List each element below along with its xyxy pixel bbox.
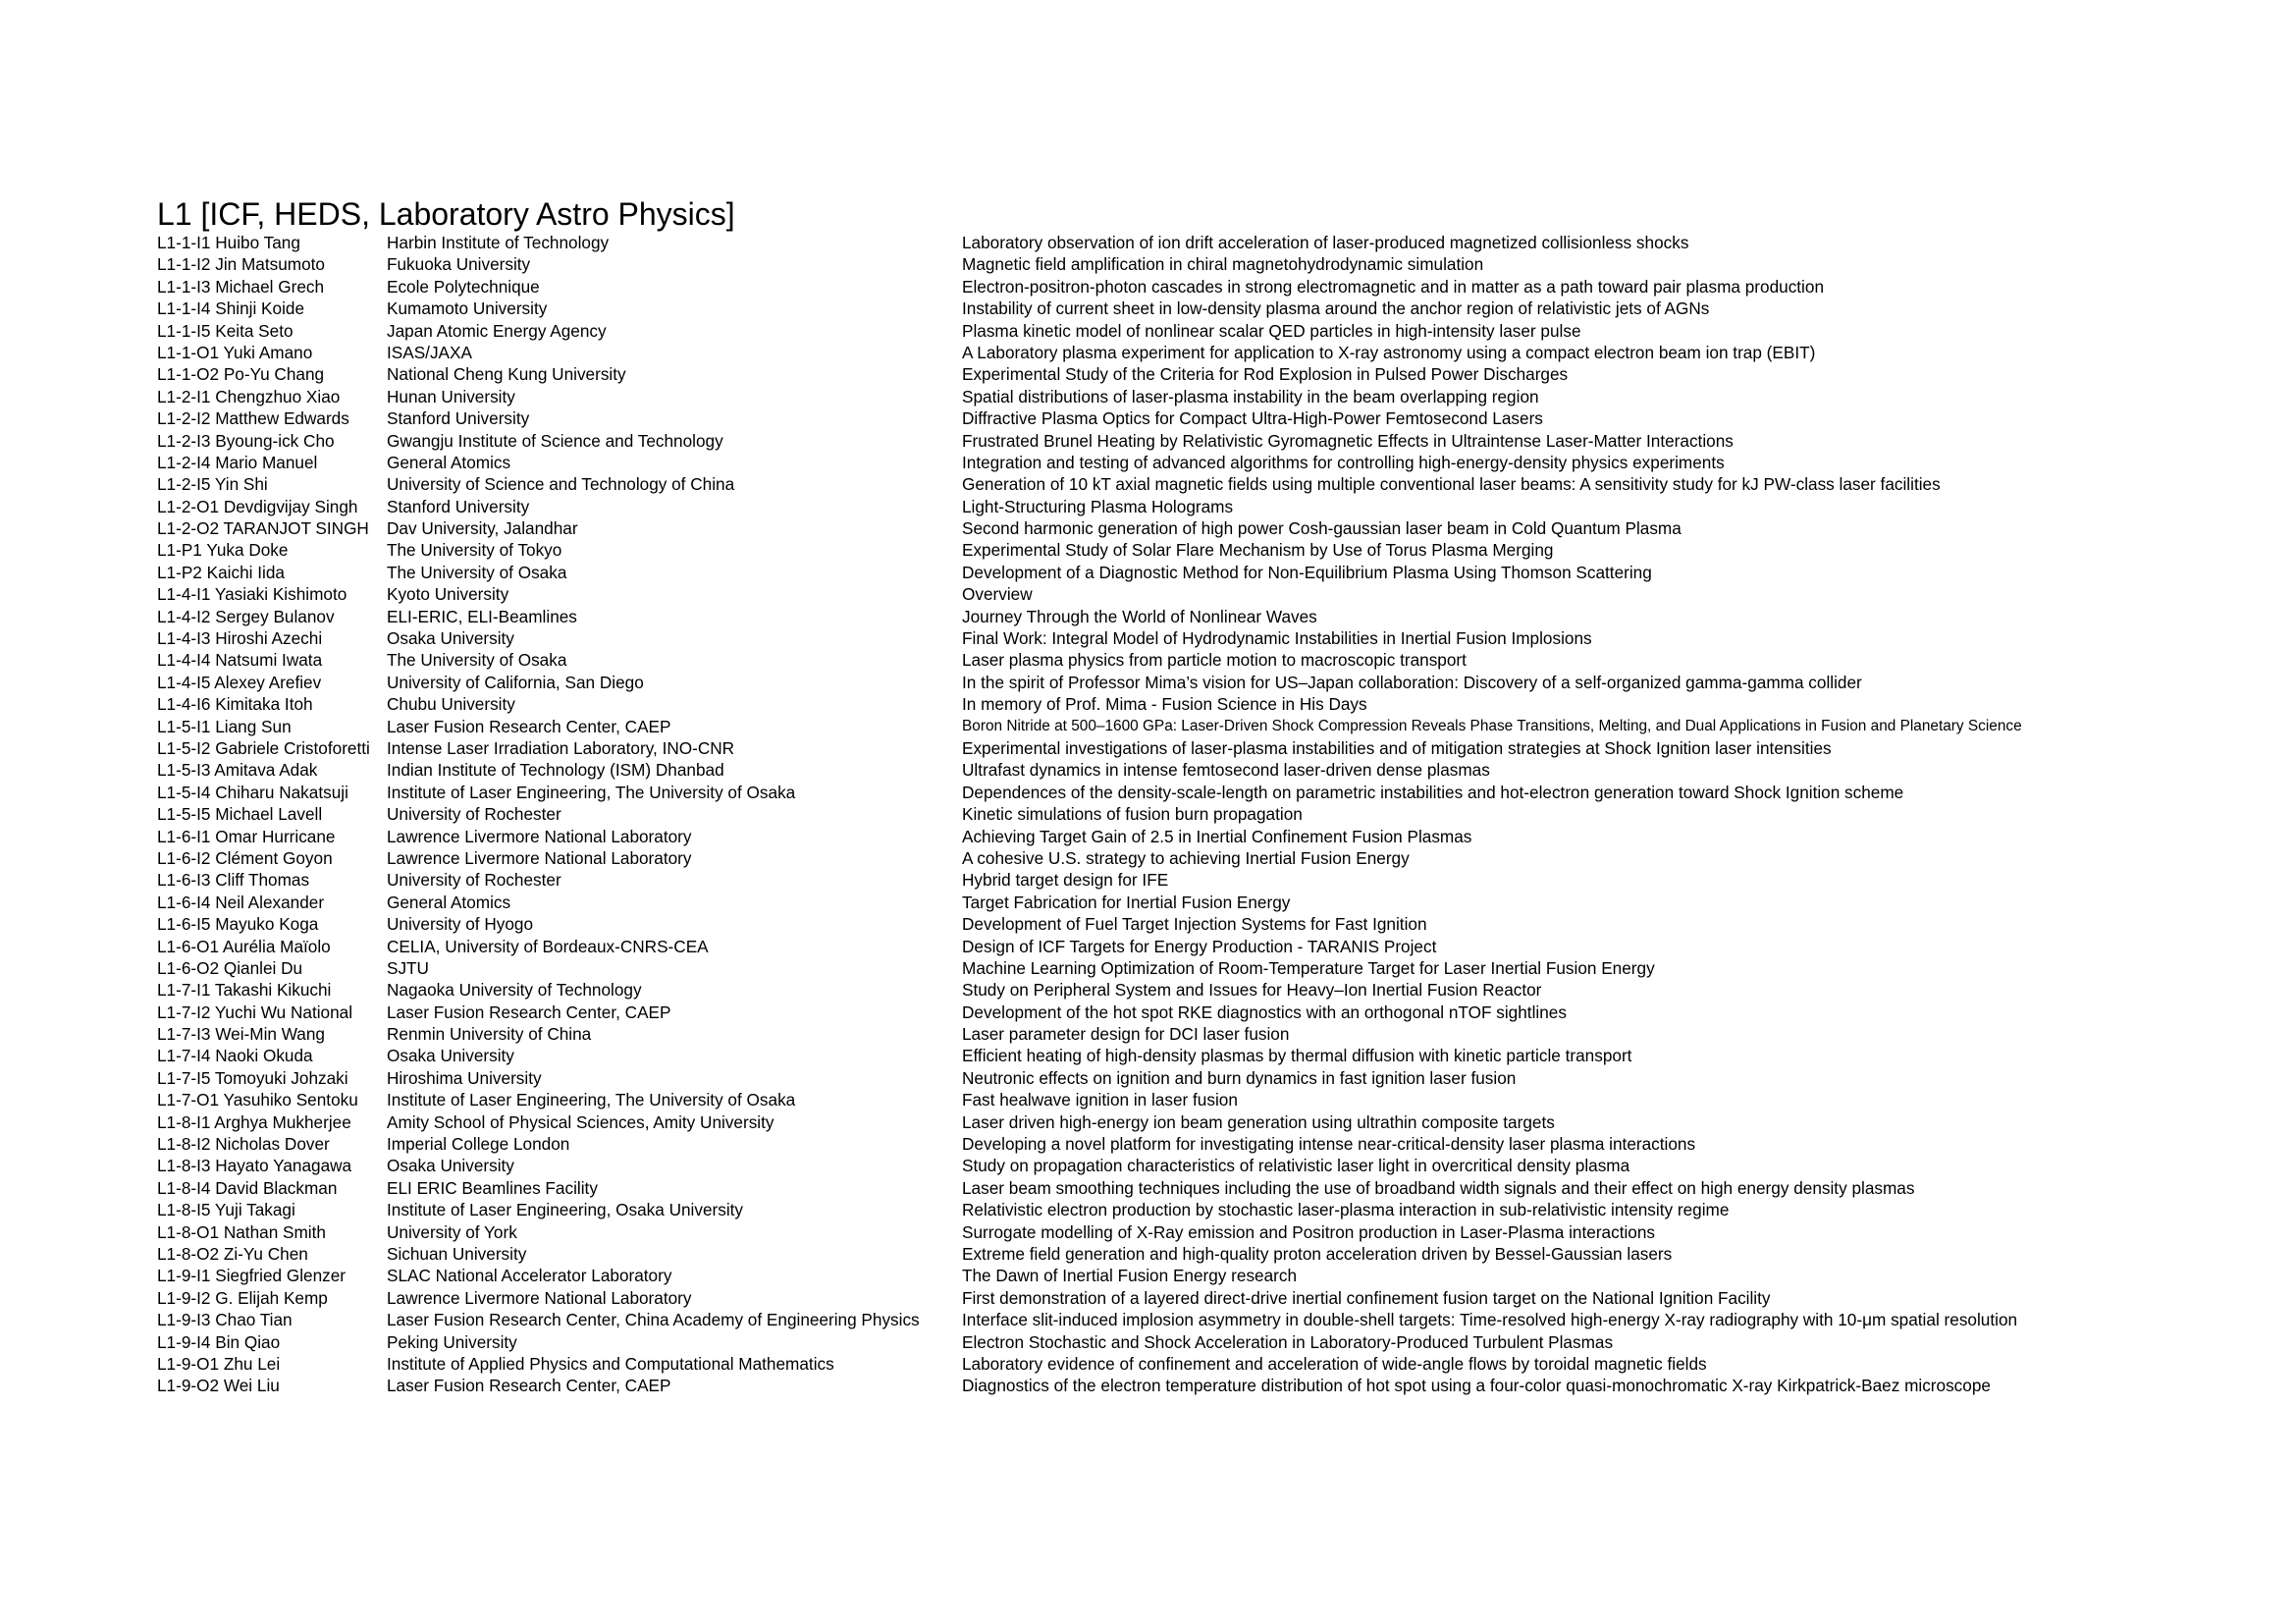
- talk-title: Machine Learning Optimization of Room-Temperature Target for Laser Inertial Fusion Energy: [962, 957, 1655, 978]
- talk-title: Dependences of the density-scale-length on parametric instabilities and hot-electron generation toward Shock Ignition scheme: [962, 782, 1904, 802]
- program-row: [157, 627, 2268, 649]
- speaker: L1-9-I2 G. Elijah Kemp: [157, 1287, 328, 1308]
- speaker: L1-4-I5 Alexey Arefiev: [157, 672, 322, 692]
- speaker: L1-1-I5 Keita Seto: [157, 320, 294, 341]
- talk-title: Diagnostics of the electron temperature distribution of hot spot using a four-color quasi-monochromatic X-ray Kirkpatrick-Baez microscope: [962, 1376, 1991, 1396]
- talk-title: Diffractive Plasma Optics for Compact Ultra-High-Power Femtosecond Lasers: [962, 408, 1543, 429]
- talk-title: Fast healwave ignition in laser fusion: [962, 1090, 1238, 1110]
- affiliation: Hiroshima University: [387, 1067, 542, 1088]
- talk-title: In the spirit of Professor Mima’s vision for US–Japan collaboration: Discovery of a self-organized gamma-gamma collider: [962, 672, 1862, 692]
- affiliation: Institute of Laser Engineering, Osaka University: [387, 1200, 744, 1220]
- talk-title: Overview: [962, 584, 1033, 605]
- program-row: [157, 1287, 2268, 1309]
- speaker: L1-9-I3 Chao Tian: [157, 1310, 293, 1330]
- program-row: [157, 1199, 2268, 1220]
- affiliation: Gwangju Institute of Science and Technology: [387, 430, 723, 451]
- affiliation: Laser Fusion Research Center, China Academy of Engineering Physics: [387, 1310, 920, 1330]
- talk-title: Plasma kinetic model of nonlinear scalar QED particles in high-intensity laser pulse: [962, 320, 1581, 341]
- talk-title: Efficient heating of high-density plasmas by thermal diffusion with kinetic particle transport: [962, 1046, 1632, 1066]
- program-page: [157, 196, 2268, 1397]
- speaker: L1-7-I1 Takashi Kikuchi: [157, 980, 332, 1001]
- program-row: [157, 1133, 2268, 1155]
- speaker: L1-6-I1 Omar Hurricane: [157, 826, 336, 846]
- program-row: [157, 253, 2268, 275]
- program-row: [157, 1023, 2268, 1045]
- affiliation: ELI ERIC Beamlines Facility: [387, 1177, 598, 1198]
- program-row: [157, 342, 2268, 363]
- affiliation: General Atomics: [387, 892, 511, 912]
- speaker: L1-4-I4 Natsumi Iwata: [157, 650, 323, 671]
- talk-title: Hybrid target design for IFE: [962, 870, 1169, 891]
- program-row: [157, 759, 2268, 781]
- speaker: L1-P2 Kaichi Iida: [157, 562, 285, 582]
- speaker: L1-9-I1 Siegfried Glenzer: [157, 1266, 347, 1286]
- speaker: L1-7-I5 Tomoyuki Johzaki: [157, 1067, 348, 1088]
- talk-title: Development of a Diagnostic Method for Non-Equilibrium Plasma Using Thomson Scattering: [962, 562, 1652, 582]
- talk-title: Laboratory observation of ion drift acceleration of laser-produced magnetized collisionless shocks: [962, 233, 1689, 252]
- speaker: L1-5-I1 Liang Sun: [157, 716, 292, 736]
- affiliation: Lawrence Livermore National Laboratory: [387, 826, 692, 846]
- program-row: [157, 1089, 2268, 1110]
- affiliation: Harbin Institute of Technology: [387, 233, 610, 252]
- section-title: L1 [ICF, HEDS, Laboratory Astro Physics]: [157, 196, 735, 232]
- affiliation: University of Hyogo: [387, 914, 534, 935]
- speaker: L1-2-I2 Matthew Edwards: [157, 408, 349, 429]
- program-row: [157, 1265, 2268, 1286]
- program-row: [157, 913, 2268, 935]
- speaker: L1-7-I4 Naoki Okuda: [157, 1046, 313, 1066]
- affiliation: CELIA, University of Bordeaux-CNRS-CEA: [387, 936, 709, 956]
- talk-title: Surrogate modelling of X-Ray emission and Positron production in Laser-Plasma interactions: [962, 1221, 1655, 1242]
- affiliation: Osaka University: [387, 1046, 514, 1066]
- affiliation: ISAS/JAXA: [387, 342, 472, 362]
- program-row: [157, 606, 2268, 627]
- talk-title: Developing a novel platform for investigating intense near-critical-density laser plasma interactions: [962, 1134, 1696, 1155]
- speaker: L1-1-O2 Po-Yu Chang: [157, 364, 325, 385]
- speaker: L1-8-O1 Nathan Smith: [157, 1221, 326, 1242]
- affiliation: Osaka University: [387, 1156, 514, 1176]
- talk-title: Study on Peripheral System and Issues for Heavy–Ion Inertial Fusion Reactor: [962, 980, 1542, 1001]
- program-row: [157, 847, 2268, 869]
- affiliation: Institute of Applied Physics and Computational Mathematics: [387, 1353, 834, 1374]
- speaker: L1-5-I5 Michael Lavell: [157, 804, 323, 825]
- program-row: [157, 539, 2268, 561]
- affiliation: Indian Institute of Technology (ISM) Dhanbad: [387, 760, 724, 781]
- affiliation: Stanford University: [387, 408, 530, 429]
- affiliation: SJTU: [387, 957, 429, 978]
- speaker: L1-8-I2 Nicholas Dover: [157, 1134, 330, 1155]
- speaker: L1-7-I3 Wei-Min Wang: [157, 1024, 325, 1045]
- program-row: [157, 1353, 2268, 1375]
- program-row: [157, 562, 2268, 583]
- program-row: [157, 1243, 2268, 1265]
- speaker: L1-6-I5 Mayuko Koga: [157, 914, 319, 935]
- program-row: [157, 803, 2268, 825]
- affiliation: Kyoto University: [387, 584, 509, 605]
- program-row: [157, 407, 2268, 429]
- speaker: L1-2-O1 Devdigvijay Singh: [157, 496, 358, 516]
- speaker: L1-6-I2 Clément Goyon: [157, 847, 333, 868]
- speaker: L1-2-I1 Chengzhuo Xiao: [157, 386, 341, 406]
- talk-title: Spatial distributions of laser-plasma instability in the beam overlapping region: [962, 386, 1539, 406]
- talk-title: In memory of Prof. Mima - Fusion Science in His Days: [962, 694, 1367, 715]
- affiliation: Stanford University: [387, 496, 530, 516]
- program-row: [157, 1111, 2268, 1133]
- program-row: [157, 957, 2268, 979]
- talk-title: Ultrafast dynamics in intense femtosecond laser-driven dense plasmas: [962, 760, 1490, 781]
- program-list: [157, 232, 2268, 1397]
- affiliation: The University of Tokyo: [387, 540, 562, 561]
- talk-title: Design of ICF Targets for Energy Production - TARANIS Project: [962, 936, 1437, 956]
- affiliation: Imperial College London: [387, 1134, 570, 1155]
- talk-title: Study on propagation characteristics of relativistic laser light in overcritical density plasma: [962, 1156, 1630, 1176]
- affiliation: Amity School of Physical Sciences, Amity University: [387, 1111, 774, 1132]
- affiliation: University of Science and Technology of China: [387, 474, 735, 495]
- speaker: L1-2-O2 TARANJOT SINGH: [157, 518, 369, 539]
- talk-title: Light-Structuring Plasma Holograms: [962, 496, 1234, 516]
- program-row: [157, 363, 2268, 385]
- affiliation: ELI-ERIC, ELI-Beamlines: [387, 606, 577, 626]
- talk-title: Kinetic simulations of fusion burn propagation: [962, 804, 1303, 825]
- speaker: L1-1-I2 Jin Matsumoto: [157, 254, 325, 275]
- affiliation: Ecole Polytechnique: [387, 276, 540, 297]
- talk-title: Laser parameter design for DCI laser fusion: [962, 1024, 1290, 1045]
- talk-title: Boron Nitride at 500–1600 GPa: Laser-Driven Shock Compression Reveals Phase Transitions, Melting, and Dual Applications in Fusion and Planetary Science: [962, 717, 2022, 734]
- speaker: L1-1-O1 Yuki Amano: [157, 342, 313, 362]
- affiliation: Osaka University: [387, 628, 514, 649]
- talk-title: Electron Stochastic and Shock Acceleration in Laboratory-Produced Turbulent Plasmas: [962, 1331, 1614, 1352]
- talk-title: Magnetic field amplification in chiral magnetohydrodynamic simulation: [962, 254, 1484, 275]
- talk-title: Development of Fuel Target Injection Systems for Fast Ignition: [962, 914, 1427, 935]
- affiliation: National Cheng Kung University: [387, 364, 626, 385]
- program-row: [157, 936, 2268, 957]
- program-row: [157, 1045, 2268, 1066]
- program-row: [157, 979, 2268, 1001]
- program-row: [157, 276, 2268, 298]
- talk-title: Generation of 10 kT axial magnetic fields using multiple conventional laser beams: A sensitivity study for kJ PW-class laser facilities: [962, 474, 1941, 495]
- speaker: L1-6-O2 Qianlei Du: [157, 957, 303, 978]
- talk-title: Instability of current sheet in low-density plasma around the anchor region of relativistic jets of AGNs: [962, 298, 1710, 319]
- speaker: L1-1-I1 Huibo Tang: [157, 233, 300, 252]
- affiliation: Laser Fusion Research Center, CAEP: [387, 716, 671, 736]
- speaker: L1-6-I3 Cliff Thomas: [157, 870, 310, 891]
- talk-title: Extreme field generation and high-quality proton acceleration driven by Bessel-Gaussian lasers: [962, 1243, 1673, 1264]
- affiliation: SLAC National Accelerator Laboratory: [387, 1266, 672, 1286]
- program-row: [157, 649, 2268, 671]
- speaker: L1-4-I2 Sergey Bulanov: [157, 606, 335, 626]
- program-row: [157, 1001, 2268, 1023]
- affiliation: University of York: [387, 1221, 517, 1242]
- speaker: L1-2-I5 Yin Shi: [157, 474, 268, 495]
- talk-title: Neutronic effects on ignition and burn dynamics in fast ignition laser fusion: [962, 1067, 1517, 1088]
- talk-title: Interface slit-induced implosion asymmetry in double-shell targets: Time-resolved high-energy X-ray radiography with 10-μm spatial resolution: [962, 1310, 2018, 1330]
- affiliation: University of California, San Diego: [387, 672, 644, 692]
- program-row: [157, 1309, 2268, 1330]
- program-row: [157, 672, 2268, 693]
- speaker: L1-9-I4 Bin Qiao: [157, 1331, 281, 1352]
- talk-title: Relativistic electron production by stochastic laser-plasma interaction in sub-relativistic intensity regime: [962, 1200, 1730, 1220]
- affiliation: The University of Osaka: [387, 562, 567, 582]
- speaker: L1-4-I1 Yasiaki Kishimoto: [157, 584, 347, 605]
- affiliation: Chubu University: [387, 694, 515, 715]
- speaker: L1-1-I4 Shinji Koide: [157, 298, 305, 319]
- program-row: [157, 517, 2268, 539]
- talk-title: Target Fabrication for Inertial Fusion Energy: [962, 892, 1291, 912]
- affiliation: The University of Osaka: [387, 650, 567, 671]
- affiliation: Nagaoka University of Technology: [387, 980, 642, 1001]
- program-row: [157, 496, 2268, 517]
- speaker: L1-4-I3 Hiroshi Azechi: [157, 628, 323, 649]
- talk-title: Laser plasma physics from particle motion to macroscopic transport: [962, 650, 1467, 671]
- program-row: [157, 473, 2268, 495]
- program-row: [157, 892, 2268, 913]
- talk-title: A Laboratory plasma experiment for application to X-ray astronomy using a compact electron beam ion trap (EBIT): [962, 342, 1816, 362]
- affiliation: Institute of Laser Engineering, The University of Osaka: [387, 782, 796, 802]
- program-row: [157, 693, 2268, 715]
- program-row: [157, 869, 2268, 891]
- speaker: L1-8-I5 Yuji Takagi: [157, 1200, 295, 1220]
- affiliation: Laser Fusion Research Center, CAEP: [387, 1376, 671, 1396]
- program-row: [157, 1177, 2268, 1199]
- talk-title: Laser beam smoothing techniques including the use of broadband width signals and their effect on high energy density plasmas: [962, 1177, 1915, 1198]
- affiliation: Peking University: [387, 1331, 517, 1352]
- speaker: L1-5-I4 Chiharu Nakatsuji: [157, 782, 348, 802]
- speaker: L1-2-I3 Byoung-ick Cho: [157, 430, 335, 451]
- program-row: [157, 1375, 2268, 1396]
- program-row: [157, 1155, 2268, 1176]
- talk-title: Integration and testing of advanced algorithms for controlling high-energy-density physics experiments: [962, 452, 1725, 472]
- program-row: [157, 320, 2268, 342]
- talk-title: Second harmonic generation of high power Cosh-gaussian laser beam in Cold Quantum Plasma: [962, 518, 1682, 539]
- affiliation: General Atomics: [387, 452, 511, 472]
- program-row: [157, 826, 2268, 847]
- talk-title: Experimental Study of the Criteria for Rod Explosion in Pulsed Power Discharges: [962, 364, 1569, 385]
- program-row: [157, 430, 2268, 452]
- program-row: [157, 452, 2268, 473]
- speaker: L1-6-I4 Neil Alexander: [157, 892, 325, 912]
- speaker: L1-4-I6 Kimitaka Itoh: [157, 694, 313, 715]
- talk-title: Achieving Target Gain of 2.5 in Inertial Confinement Fusion Plasmas: [962, 826, 1472, 846]
- program-row: [157, 386, 2268, 407]
- speaker: L1-8-I1 Arghya Mukherjee: [157, 1111, 351, 1132]
- program-row: [157, 1331, 2268, 1353]
- speaker: L1-5-I3 Amitava Adak: [157, 760, 318, 781]
- talk-title: Laboratory evidence of confinement and acceleration of wide-angle flows by toroidal magnetic fields: [962, 1353, 1707, 1374]
- speaker: L1-6-O1 Aurélia Maïolo: [157, 936, 331, 956]
- talk-title: Experimental investigations of laser-plasma instabilities and of mitigation strategies at Shock Ignition laser intensities: [962, 737, 1832, 758]
- affiliation: Japan Atomic Energy Agency: [387, 320, 607, 341]
- affiliation: Fukuoka University: [387, 254, 531, 275]
- speaker: L1-8-I3 Hayato Yanagawa: [157, 1156, 352, 1176]
- program-row: [157, 583, 2268, 605]
- affiliation: Sichuan University: [387, 1243, 527, 1264]
- speaker: L1-9-O2 Wei Liu: [157, 1376, 280, 1396]
- talk-title: Journey Through the World of Nonlinear Waves: [962, 606, 1317, 626]
- affiliation: Institute of Laser Engineering, The University of Osaka: [387, 1090, 796, 1110]
- program-row: [157, 782, 2268, 803]
- affiliation: Dav University, Jalandhar: [387, 518, 578, 539]
- affiliation: Kumamoto University: [387, 298, 548, 319]
- speaker: L1-7-O1 Yasuhiko Sentoku: [157, 1090, 358, 1110]
- program-row: [157, 1221, 2268, 1243]
- affiliation: Renmin University of China: [387, 1024, 592, 1045]
- speaker: L1-9-O1 Zhu Lei: [157, 1353, 281, 1374]
- program-row: [157, 232, 2268, 253]
- affiliation: Intense Laser Irradiation Laboratory, INO-CNR: [387, 737, 735, 758]
- program-row: [157, 716, 2268, 737]
- affiliation: Laser Fusion Research Center, CAEP: [387, 1001, 671, 1022]
- talk-title: Development of the hot spot RKE diagnostics with an orthogonal nTOF sightlines: [962, 1001, 1567, 1022]
- speaker: L1-5-I2 Gabriele Cristoforetti: [157, 737, 370, 758]
- affiliation: University of Rochester: [387, 804, 561, 825]
- program-row: [157, 298, 2268, 319]
- program-row: [157, 1067, 2268, 1089]
- affiliation: Lawrence Livermore National Laboratory: [387, 847, 692, 868]
- speaker: L1-8-O2 Zi-Yu Chen: [157, 1243, 308, 1264]
- speaker: L1-7-I2 Yuchi Wu National: [157, 1001, 353, 1022]
- affiliation: University of Rochester: [387, 870, 561, 891]
- talk-title: Final Work: Integral Model of Hydrodynamic Instabilities in Inertial Fusion Implosions: [962, 628, 1592, 649]
- speaker: L1-8-I4 David Blackman: [157, 1177, 338, 1198]
- talk-title: Electron-positron-photon cascades in strong electromagnetic and in matter as a path toward pair plasma production: [962, 276, 1824, 297]
- talk-title: The Dawn of Inertial Fusion Energy research: [962, 1266, 1298, 1286]
- program-row: [157, 737, 2268, 759]
- speaker: L1-P1 Yuka Doke: [157, 540, 289, 561]
- affiliation: Lawrence Livermore National Laboratory: [387, 1287, 692, 1308]
- talk-title: First demonstration of a layered direct-drive inertial confinement fusion target on the National Ignition Facility: [962, 1287, 1771, 1308]
- speaker: L1-1-I3 Michael Grech: [157, 276, 325, 297]
- talk-title: A cohesive U.S. strategy to achieving Inertial Fusion Energy: [962, 847, 1410, 868]
- speaker: L1-2-I4 Mario Manuel: [157, 452, 318, 472]
- talk-title: Frustrated Brunel Heating by Relativistic Gyromagnetic Effects in Ultraintense Laser-Matter Interactions: [962, 430, 1734, 451]
- talk-title: Experimental Study of Solar Flare Mechanism by Use of Torus Plasma Merging: [962, 540, 1554, 561]
- talk-title: Laser driven high-energy ion beam generation using ultrathin composite targets: [962, 1111, 1555, 1132]
- affiliation: Hunan University: [387, 386, 515, 406]
